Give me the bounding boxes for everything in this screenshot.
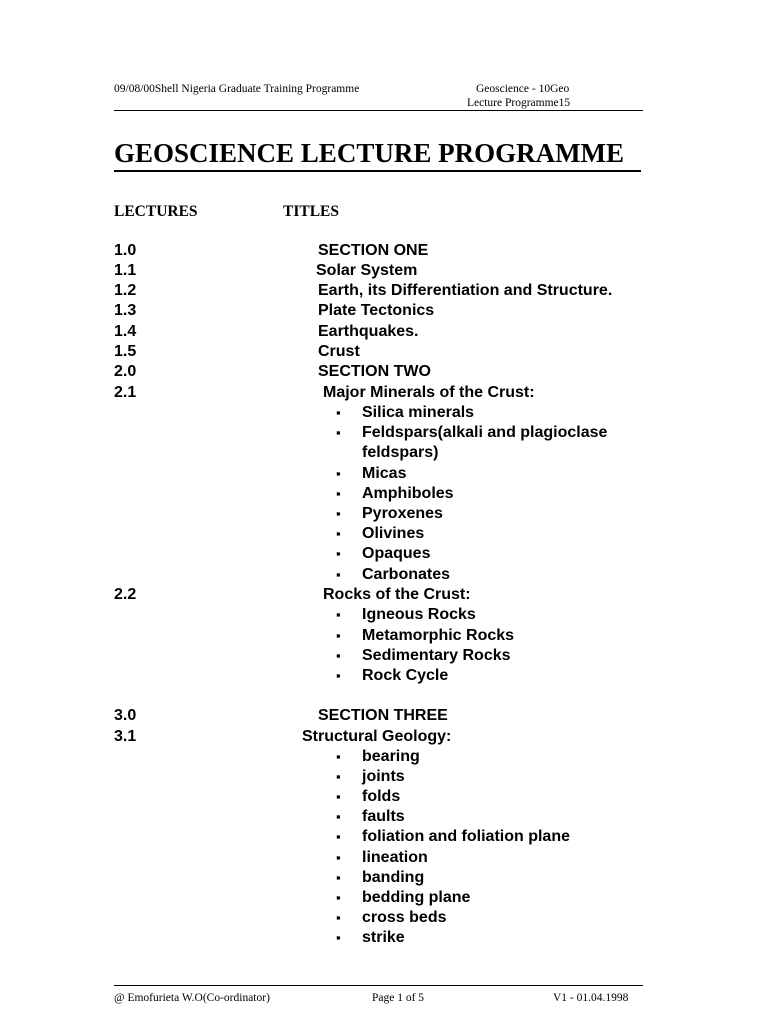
bullet-text: Micas bbox=[362, 465, 407, 482]
square-bullet-icon: ▪ bbox=[336, 829, 341, 844]
bullet-item bbox=[0, 464, 768, 484]
lecture-row bbox=[0, 301, 768, 321]
square-bullet-icon: ▪ bbox=[336, 668, 341, 683]
bullet-text: Amphiboles bbox=[362, 485, 454, 502]
lecture-title: SECTION TWO bbox=[318, 363, 431, 380]
bullet-item bbox=[0, 807, 768, 827]
lecture-number: 3.0 bbox=[114, 707, 137, 724]
lecture-row bbox=[0, 241, 768, 261]
lecture-number: 1.0 bbox=[114, 242, 137, 259]
bullet-item bbox=[0, 908, 768, 928]
square-bullet-icon: ▪ bbox=[336, 607, 341, 622]
bullet-text: joints bbox=[362, 768, 405, 785]
square-bullet-icon: ▪ bbox=[336, 628, 341, 643]
square-bullet-icon: ▪ bbox=[336, 506, 341, 521]
square-bullet-icon: ▪ bbox=[336, 486, 341, 501]
lecture-number: 1.2 bbox=[114, 282, 137, 299]
bullet-text: faults bbox=[362, 808, 405, 825]
square-bullet-icon: ▪ bbox=[336, 809, 341, 824]
square-bullet-icon: ▪ bbox=[336, 405, 341, 420]
square-bullet-icon: ▪ bbox=[336, 567, 341, 582]
bullet-item bbox=[0, 827, 768, 847]
bullet-text: cross beds bbox=[362, 909, 447, 926]
bullet-text: Carbonates bbox=[362, 566, 451, 583]
lecture-row bbox=[0, 281, 768, 301]
bullet-text: Feldspars(alkali and plagioclase bbox=[362, 424, 608, 441]
bullet-text: folds bbox=[362, 788, 401, 805]
lecture-title: Major Minerals of the Crust: bbox=[323, 384, 535, 401]
bullet-item bbox=[0, 868, 768, 888]
square-bullet-icon: ▪ bbox=[336, 526, 341, 541]
bullet-text: strike bbox=[362, 929, 405, 946]
bullet-text: Rock Cycle bbox=[362, 667, 449, 684]
square-bullet-icon: ▪ bbox=[336, 466, 341, 481]
bullet-item bbox=[0, 767, 768, 787]
square-bullet-icon: ▪ bbox=[336, 930, 341, 945]
document-title: GEOSCIENCE LECTURE PROGRAMME bbox=[114, 138, 625, 168]
bullet-text: bearing bbox=[362, 748, 420, 765]
titles-column-heading: TITLES bbox=[283, 203, 340, 220]
footer-coordinator: @ Emofurieta W.O(Co-ordinator) bbox=[114, 992, 270, 1004]
lecture-title: Crust bbox=[318, 343, 360, 360]
bullet-text: Pyroxenes bbox=[362, 505, 443, 522]
lecture-row bbox=[0, 362, 768, 382]
lecture-title: Earth, its Differentiation and Structure. bbox=[318, 282, 613, 299]
header-right-text-line1: Geoscience - 10Geo bbox=[476, 83, 570, 95]
bullet-text: Opaques bbox=[362, 545, 431, 562]
bullet-item bbox=[0, 626, 768, 646]
bullet-text: bedding plane bbox=[362, 889, 471, 906]
lecture-title: Plate Tectonics bbox=[318, 302, 435, 319]
square-bullet-icon: ▪ bbox=[336, 870, 341, 885]
bullet-text: feldspars) bbox=[362, 444, 439, 461]
bullet-item bbox=[0, 928, 768, 948]
footer-version: V1 - 01.04.1998 bbox=[553, 992, 629, 1004]
footer-page-number: Page 1 of 5 bbox=[372, 992, 425, 1004]
bullet-continuation bbox=[0, 443, 768, 463]
lecture-row bbox=[0, 342, 768, 362]
bullet-text: foliation and foliation plane bbox=[362, 828, 570, 845]
bullet-item bbox=[0, 888, 768, 908]
header-left-text: 09/08/00Shell Nigeria Graduate Training Programme bbox=[114, 83, 360, 95]
square-bullet-icon: ▪ bbox=[336, 749, 341, 764]
lecture-row bbox=[0, 261, 768, 281]
lecture-title: Earthquakes. bbox=[318, 323, 419, 340]
bullet-item bbox=[0, 646, 768, 666]
lecture-number: 1.5 bbox=[114, 343, 137, 360]
square-bullet-icon: ▪ bbox=[336, 769, 341, 784]
lecture-row bbox=[0, 383, 768, 403]
lecture-title: Solar System bbox=[316, 262, 418, 279]
square-bullet-icon: ▪ bbox=[336, 789, 341, 804]
title-underline bbox=[114, 170, 641, 172]
bullet-item bbox=[0, 403, 768, 423]
square-bullet-icon: ▪ bbox=[336, 648, 341, 663]
lecture-title: Structural Geology: bbox=[302, 728, 452, 745]
bullet-item bbox=[0, 848, 768, 868]
lecture-number: 2.2 bbox=[114, 586, 137, 603]
bullet-item bbox=[0, 504, 768, 524]
square-bullet-icon: ▪ bbox=[336, 850, 341, 865]
square-bullet-icon: ▪ bbox=[336, 890, 341, 905]
bullet-text: banding bbox=[362, 869, 425, 886]
bullet-item bbox=[0, 524, 768, 544]
footer-rule bbox=[114, 985, 643, 986]
lecture-number: 2.1 bbox=[114, 384, 137, 401]
square-bullet-icon: ▪ bbox=[336, 910, 341, 925]
bullet-item bbox=[0, 484, 768, 504]
bullet-text: Igneous Rocks bbox=[362, 606, 476, 623]
bullet-item bbox=[0, 544, 768, 564]
bullet-text: lineation bbox=[362, 849, 428, 866]
square-bullet-icon: ▪ bbox=[336, 546, 341, 561]
lectures-column-heading: LECTURES bbox=[114, 203, 198, 220]
lecture-row bbox=[0, 727, 768, 747]
bullet-item bbox=[0, 605, 768, 625]
lecture-number: 1.1 bbox=[114, 262, 137, 279]
bullet-text: Sedimentary Rocks bbox=[362, 647, 511, 664]
lecture-row bbox=[0, 706, 768, 726]
lecture-number: 3.1 bbox=[114, 728, 137, 745]
bullet-item bbox=[0, 423, 768, 443]
bullet-text: Olivines bbox=[362, 525, 425, 542]
bullet-text: Metamorphic Rocks bbox=[362, 627, 515, 644]
lecture-title: Rocks of the Crust: bbox=[323, 586, 471, 603]
lecture-number: 1.4 bbox=[114, 323, 137, 340]
bullet-item bbox=[0, 565, 768, 585]
bullet-item bbox=[0, 787, 768, 807]
lecture-row bbox=[0, 322, 768, 342]
lecture-number: 1.3 bbox=[114, 302, 137, 319]
lecture-row bbox=[0, 585, 768, 605]
lecture-title: SECTION ONE bbox=[318, 242, 429, 259]
bullet-item bbox=[0, 747, 768, 767]
lecture-title: SECTION THREE bbox=[318, 707, 448, 724]
square-bullet-icon: ▪ bbox=[336, 425, 341, 440]
header-right-text-line2: Lecture Programme15 bbox=[467, 97, 571, 109]
lecture-number: 2.0 bbox=[114, 363, 137, 380]
header-rule bbox=[114, 110, 643, 111]
bullet-item bbox=[0, 666, 768, 686]
bullet-text: Silica minerals bbox=[362, 404, 475, 421]
